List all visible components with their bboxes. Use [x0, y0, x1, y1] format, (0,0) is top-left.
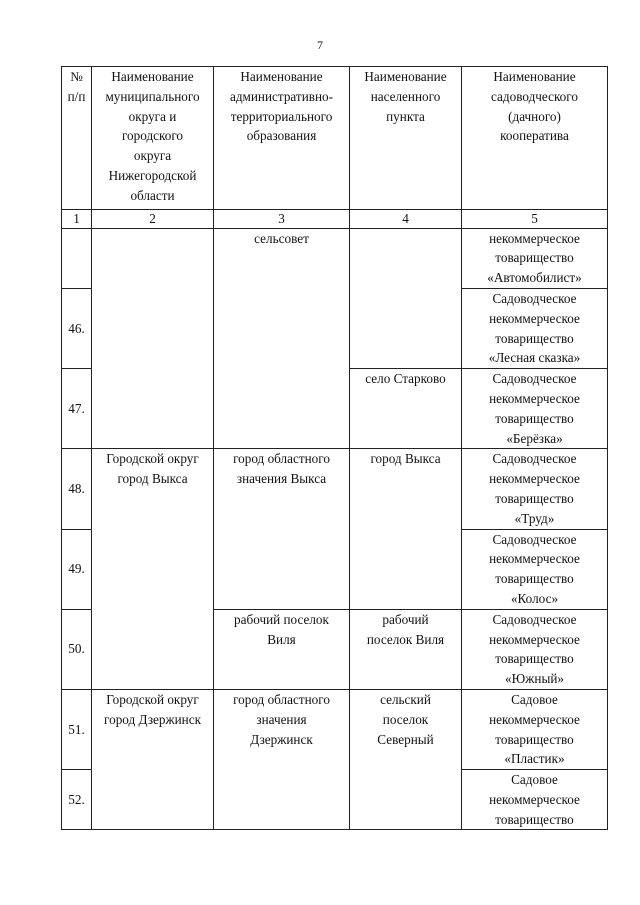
row-number: 47.	[62, 369, 92, 449]
cooperatives-table	[61, 66, 608, 830]
column-number: 1	[62, 209, 92, 228]
locality-cell: сельский поселок Северный	[350, 689, 462, 830]
row-number: 48.	[62, 449, 92, 529]
locality-cell: город Выкса	[350, 449, 462, 609]
cooperative-cell: Садоводческое некоммерческое товарищество «Труд»	[462, 449, 608, 529]
row-number: 49.	[62, 529, 92, 609]
row-number: 52.	[62, 770, 92, 830]
table-row	[62, 228, 608, 288]
column-number: 3	[214, 209, 350, 228]
row-number: 50.	[62, 609, 92, 689]
locality-cell	[350, 228, 462, 369]
cooperative-cell: Садоводческое некоммерческое товарищество «Берёзка»	[462, 369, 608, 449]
table-header-row	[62, 67, 608, 210]
admin-unit-cell: город областного значения Выкса	[214, 449, 350, 609]
locality-cell: село Старково	[350, 369, 462, 449]
header-locality: Наименование населенного пункта	[350, 67, 462, 210]
cooperative-cell: некоммерческое товарищество «Автомобилист»	[462, 228, 608, 288]
table-row	[62, 689, 608, 769]
column-number-row	[62, 209, 608, 228]
cooperative-cell: Садовое некоммерческое товарищество «Пластик»	[462, 689, 608, 769]
header-municipality: Наименование муниципального округа и городского округа Нижегородской области	[92, 67, 214, 210]
header-cooperative: Наименование садоводческого (дачного) кооператива	[462, 67, 608, 210]
header-admin-unit: Наименование административно- территориального образования	[214, 67, 350, 210]
admin-unit-cell: рабочий поселок Виля	[214, 609, 350, 689]
header-number: № п/п	[62, 67, 92, 210]
column-number: 4	[350, 209, 462, 228]
row-number: 46.	[62, 288, 92, 368]
cooperative-cell: Садоводческое некоммерческое товарищество «Колос»	[462, 529, 608, 609]
cooperative-cell: Садовое некоммерческое товарищество	[462, 770, 608, 830]
table-row	[62, 449, 608, 529]
cooperative-cell: Садоводческое некоммерческое товарищество «Лесная сказка»	[462, 288, 608, 368]
row-number	[62, 228, 92, 288]
locality-cell: рабочий поселок Виля	[350, 609, 462, 689]
column-number: 5	[462, 209, 608, 228]
column-number: 2	[92, 209, 214, 228]
municipality-cell: Городской округ город Выкса	[92, 449, 214, 690]
cooperative-cell: Садоводческое некоммерческое товарищество «Южный»	[462, 609, 608, 689]
page-number: 7	[317, 38, 323, 52]
admin-unit-cell: город областного значения Дзержинск	[214, 689, 350, 830]
municipality-cell	[92, 228, 214, 449]
admin-unit-cell: сельсовет	[214, 228, 350, 449]
municipality-cell: Городской округ город Дзержинск	[92, 689, 214, 830]
row-number: 51.	[62, 689, 92, 769]
